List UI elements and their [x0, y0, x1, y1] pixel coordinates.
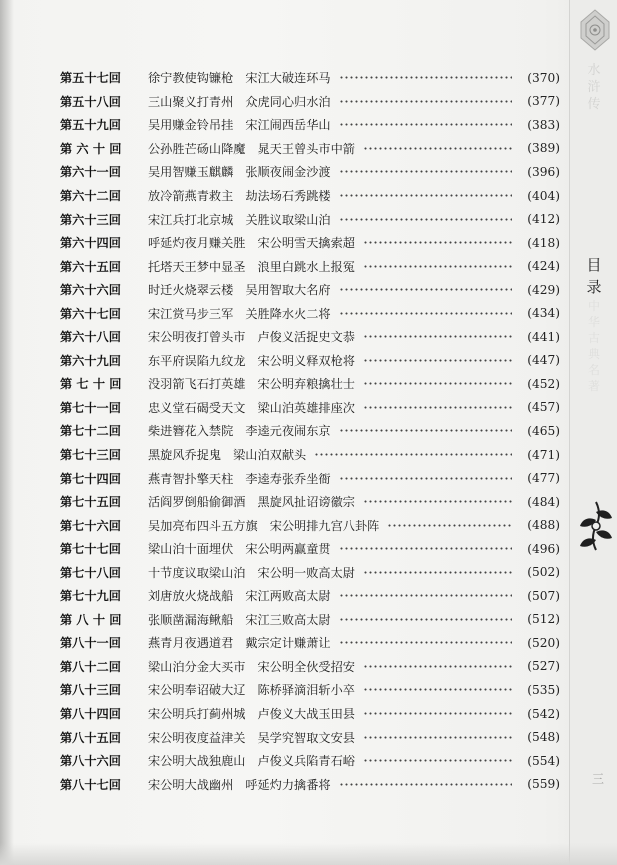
page-ref: (507): [527, 588, 560, 603]
page-ref: (424): [527, 259, 560, 274]
chapter-title-second: 劫法场石秀跳楼: [245, 189, 331, 203]
chapter-title-first: 柴进簪花入禁院: [148, 424, 234, 439]
chapter-number: 第五十七回: [60, 71, 121, 86]
chapter-title-second: 宋公明全伙受招安: [257, 659, 355, 674]
chapter-title-second: 呼延灼力擒番将: [245, 777, 331, 792]
dot-leader: [339, 100, 512, 103]
chapter-title-second: 梁山泊双献头: [233, 448, 307, 463]
chapter-title-second: 浪里白跳水上报冤: [257, 259, 355, 274]
page-ref: (412): [527, 212, 560, 227]
dot-leader: [339, 170, 512, 173]
toc-entry: [60, 608, 560, 632]
chapter-number: 第 八 十 回: [60, 612, 122, 627]
page-ref: (520): [527, 635, 560, 650]
chapter-title-first: 宋江赏马步三军: [148, 306, 234, 321]
toc-entry: [60, 372, 560, 396]
chapter-number: 第七十二回: [60, 424, 121, 439]
toc-entry: [60, 560, 560, 584]
chapter-title-second: 戴宗定计赚萧让: [245, 636, 331, 651]
chapter-title-first: 三山聚义打青州: [148, 94, 234, 109]
page-ref: (418): [527, 235, 560, 250]
chapter-title-first: 梁山泊十面埋伏: [148, 542, 234, 557]
chapter-title-first: 公孙胜芒砀山降魔: [148, 141, 246, 156]
chapter-title-first: 忠义堂石碣受天文: [148, 400, 246, 415]
chapter-number: 第六十六回: [60, 283, 121, 298]
dot-leader: [363, 335, 512, 338]
chapter-title-first: 燕青智扑擎天柱: [148, 471, 234, 486]
dot-leader: [363, 382, 512, 385]
chapter-title-first: 吴用赚金铃吊挂: [148, 118, 234, 133]
bottom-shadow: [0, 843, 617, 865]
chapter-title-second: 梁山泊英雄排座次: [257, 400, 355, 415]
chapter-title-first: 宋公明奉诏破大辽: [148, 683, 246, 698]
flower-ornament-icon: [576, 498, 616, 554]
toc-entry: [60, 396, 560, 420]
dot-leader: [363, 759, 512, 762]
chapter-title-second: 关胜议取梁山泊: [245, 212, 331, 227]
chapter-title-second: 宋江两败高太尉: [245, 589, 331, 604]
chapter-title-first: 张顺凿漏海鳅船: [148, 612, 234, 627]
chapter-number: 第八十六回: [60, 754, 121, 769]
page-ref: (496): [527, 541, 560, 556]
chapter-title-first: 呼延灼夜月赚关胜: [148, 236, 246, 251]
page-ref: (457): [527, 400, 560, 415]
dot-leader: [339, 594, 512, 597]
dot-leader: [363, 359, 512, 362]
chapter-title-first: 宋公明夜打曾头市: [148, 330, 246, 345]
dot-leader: [363, 688, 512, 691]
chapter-number: 第八十一回: [60, 636, 121, 651]
dot-leader: [363, 265, 512, 268]
dot-leader: [363, 147, 512, 150]
chapter-title-second: 吴学究智取文安县: [257, 730, 355, 745]
chapter-number: 第八十三回: [60, 683, 121, 698]
chapter-number: 第八十五回: [60, 730, 121, 745]
toc-entry: [60, 655, 560, 679]
dot-leader: [363, 736, 512, 739]
chapter-title-first: 东平府误陷九纹龙: [148, 353, 246, 368]
chapter-number: 第七十一回: [60, 400, 121, 415]
chapter-title-first: 宋公明大战幽州: [148, 777, 234, 792]
chapter-number: 第六十三回: [60, 212, 121, 227]
chapter-title-first: 宋公明夜度益津关: [148, 730, 246, 745]
dot-leader: [339, 547, 512, 550]
dot-leader: [363, 712, 512, 715]
dot-leader: [339, 429, 512, 432]
toc-entry: [60, 419, 560, 443]
emblem-icon: [578, 8, 612, 52]
chapter-title-second: 卢俊义兵陷青石峪: [257, 754, 355, 769]
dot-leader: [339, 618, 512, 621]
page-ref: (512): [527, 612, 560, 627]
chapter-number: 第七十八回: [60, 565, 121, 580]
side-rail: [569, 0, 617, 865]
toc-entry: [60, 254, 560, 278]
toc-entry: [60, 349, 560, 373]
chapter-title-first: 徐宁教使钩镰枪: [148, 71, 234, 86]
toc-entry: [60, 207, 560, 231]
page-ref: (447): [527, 353, 560, 368]
page-ref: (554): [527, 753, 560, 768]
toc-entry: [60, 466, 560, 490]
chapter-title-second: 宋公明两赢童贯: [245, 542, 331, 557]
faint-series-title: 中 华 古 典 名 著: [587, 299, 600, 393]
chapter-title-first: 梁山泊分金大买市: [148, 659, 246, 674]
chapter-number: 第八十七回: [60, 777, 121, 792]
chapter-title-first: 放冷箭燕青救主: [148, 189, 234, 203]
chapter-title-first: 宋江兵打北京城: [148, 212, 234, 227]
chapter-number: 第八十四回: [60, 707, 121, 722]
chapter-number: 第七十三回: [60, 448, 121, 463]
toc-entry: [60, 184, 560, 208]
page-ref: (559): [527, 777, 560, 792]
page-ref: (465): [527, 423, 560, 438]
dot-leader: [387, 524, 512, 527]
dot-leader: [363, 665, 512, 668]
chapter-title-second: 宋公明弃粮擒壮士: [257, 377, 355, 392]
page-ref: (429): [527, 282, 560, 297]
page-ref: (383): [527, 117, 560, 132]
chapter-title-first: 燕青月夜遇道君: [148, 636, 234, 651]
page-ref: (396): [527, 164, 560, 179]
page-ref: (535): [527, 682, 560, 697]
chapter-title-first: 宋公明兵打蓟州城: [148, 707, 246, 722]
page-ref: (370): [527, 70, 560, 85]
toc-entry: [60, 725, 560, 749]
dot-leader: [339, 123, 512, 126]
dot-leader: [339, 288, 512, 291]
toc-entry: [60, 513, 560, 537]
toc-entry: [60, 631, 560, 655]
chapter-title-second: 陈桥驿滴泪斩小卒: [257, 683, 355, 698]
chapter-number: 第七十五回: [60, 495, 121, 510]
chapter-title-first: 时迁火烧翠云楼: [148, 283, 234, 298]
chapter-title-second: 黑旋风扯诏谤徽宗: [257, 495, 355, 510]
chapter-title-first: 十节度议取梁山泊: [148, 565, 246, 580]
chapter-number: 第五十八回: [60, 94, 121, 109]
page-ref: (542): [527, 706, 560, 721]
chapter-number: 第六十五回: [60, 259, 121, 274]
table-of-contents: [60, 66, 560, 796]
chapter-title-second: 晁天王曾头市中箭: [257, 141, 355, 156]
dot-leader: [339, 312, 512, 315]
chapter-title-second: 卢俊义活捉史文恭: [257, 330, 355, 345]
dot-leader: [363, 571, 512, 574]
chapter-number: 第五十九回: [60, 118, 121, 133]
chapter-title-second: 张顺夜闹金沙渡: [245, 165, 331, 180]
toc-entry: [60, 490, 560, 514]
chapter-title-first: 吴用智赚玉麒麟: [148, 165, 234, 180]
chapter-title-second: 吴用智取大名府: [245, 283, 331, 298]
page-ref: (452): [527, 376, 560, 391]
chapter-title-second: 关胜降水火二将: [245, 306, 331, 321]
dot-leader: [339, 218, 512, 221]
toc-entry: [60, 66, 560, 90]
dot-leader: [363, 500, 512, 503]
contents-label: 目 录: [586, 256, 602, 296]
chapter-title-second: 卢俊义大战玉田县: [257, 707, 355, 722]
dot-leader: [314, 453, 512, 456]
chapter-number: 第六十九回: [60, 353, 121, 368]
chapter-title-first: 没羽箭飞石打英雄: [148, 377, 246, 392]
dot-leader: [339, 76, 512, 79]
dot-leader: [339, 477, 512, 480]
page-ref: (377): [527, 94, 560, 109]
dot-leader: [363, 406, 512, 409]
toc-entry: [60, 325, 560, 349]
chapter-title-second: 宋江大破连环马: [245, 71, 331, 86]
page-ref: (471): [527, 447, 560, 462]
spine-shadow: [0, 0, 14, 865]
chapter-title-second: 宋公明排九宫八卦阵: [269, 518, 380, 533]
chapter-title-first: 吴加亮布四斗五方旗: [148, 518, 258, 533]
page-ref: (488): [527, 518, 560, 533]
chapter-number: 第七十六回: [60, 518, 121, 533]
toc-entry: [60, 90, 560, 114]
toc-entry: [60, 113, 560, 137]
chapter-title-second: 宋公明一败高太尉: [257, 565, 355, 580]
chapter-number: 第七十九回: [60, 589, 121, 604]
page-ref: (389): [527, 141, 560, 156]
chapter-number: 第六十二回: [60, 189, 121, 203]
chapter-title-first: 黑旋风乔捉鬼: [148, 448, 222, 463]
chapter-title-first: 托塔天王梦中显圣: [148, 259, 246, 274]
toc-entry: [60, 278, 560, 302]
page-ref: (477): [527, 471, 560, 486]
toc-entry: [60, 702, 560, 726]
page-ref: (502): [527, 565, 560, 580]
chapter-number: 第八十二回: [60, 659, 121, 674]
chapter-number: 第六十一回: [60, 165, 121, 180]
page-ref: (484): [527, 494, 560, 509]
chapter-number: 第六十八回: [60, 330, 121, 345]
chapter-title-first: 刘唐放火烧战船: [148, 589, 234, 604]
chapter-title-first: 宋公明大战独鹿山: [148, 754, 246, 769]
chapter-title-second: 李逵元夜闹东京: [245, 424, 331, 439]
toc-entry: [60, 160, 560, 184]
dot-leader: [363, 241, 512, 244]
page-number: 三: [592, 772, 605, 786]
toc-entry: [60, 584, 560, 608]
page-ref: (548): [527, 730, 560, 745]
chapter-title-second: 宋公明雪天擒索超: [257, 236, 355, 251]
faint-book-title: 水 浒 传: [587, 63, 601, 112]
chapter-title-second: 李逵寿张乔坐衙: [245, 471, 331, 486]
toc-entry: [60, 678, 560, 702]
chapter-number: 第 七 十 回: [60, 377, 122, 392]
chapter-number: 第 六 十 回: [60, 141, 122, 156]
chapter-title-second: 宋江闹西岳华山: [245, 118, 331, 133]
chapter-number: 第七十七回: [60, 542, 121, 557]
chapter-number: 第六十七回: [60, 306, 121, 321]
page-ref: (527): [527, 659, 560, 674]
toc-entry: [60, 137, 560, 161]
chapter-title-second: 众虎同心归水泊: [245, 94, 331, 109]
chapter-number: 第七十四回: [60, 471, 121, 486]
toc-entry: [60, 772, 560, 796]
toc-entry: [60, 231, 560, 255]
toc-entry: [60, 301, 560, 325]
toc-entry: [60, 749, 560, 773]
dot-leader: [339, 641, 512, 644]
page-ref: (441): [527, 329, 560, 344]
dot-leader: [339, 783, 512, 786]
chapter-number: 第六十四回: [60, 236, 121, 251]
chapter-title-second: 宋江三败高太尉: [245, 612, 331, 627]
toc-entry: [60, 443, 560, 467]
chapter-title-first: 活阎罗倒船偷御酒: [148, 495, 246, 510]
toc-entry: [60, 537, 560, 561]
page-ref: (404): [527, 188, 560, 203]
page-ref: (434): [527, 306, 560, 321]
dot-leader: [339, 194, 512, 197]
chapter-title-second: 宋公明义释双枪将: [257, 353, 355, 368]
